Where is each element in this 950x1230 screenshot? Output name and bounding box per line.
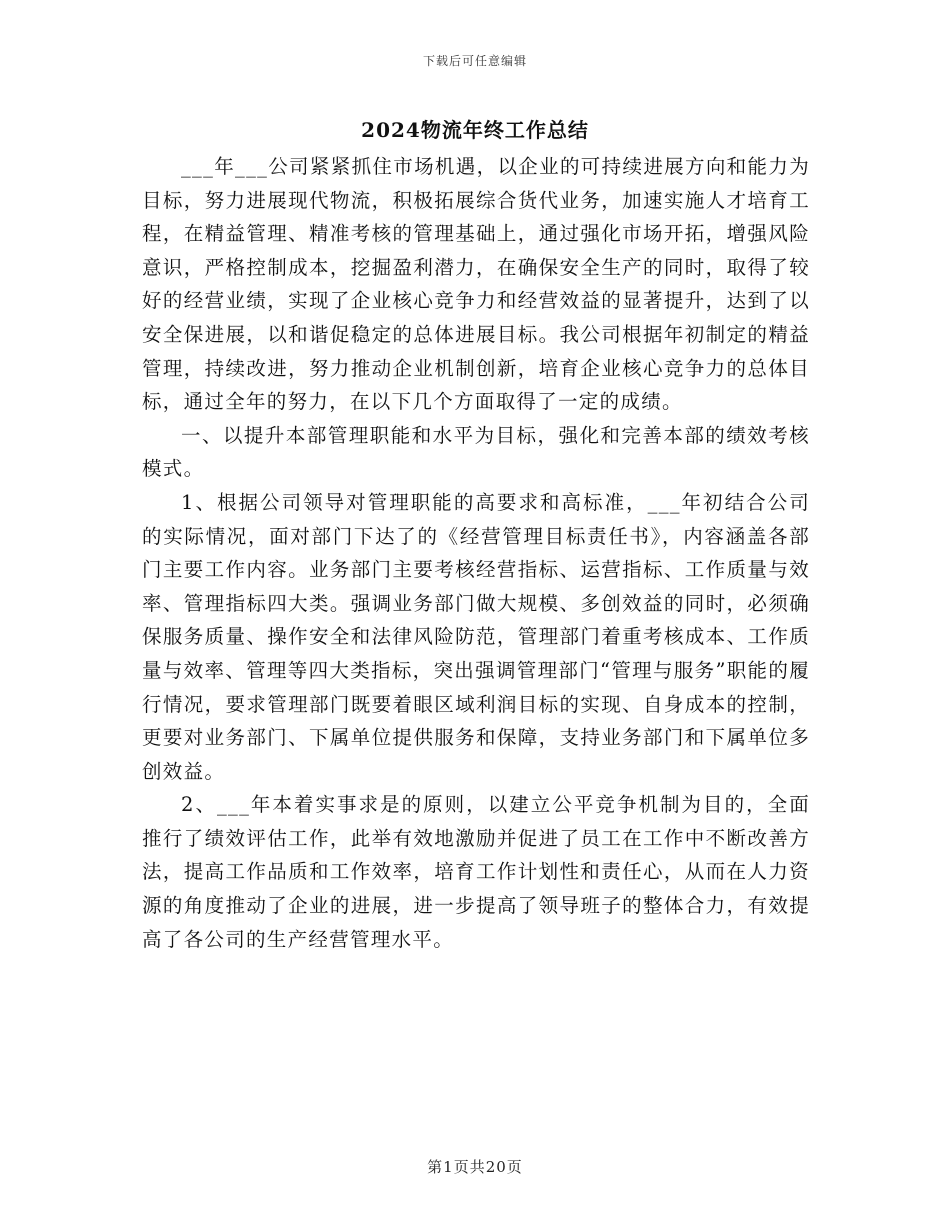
paragraph-intro: ___年___公司紧紧抓住市场机遇，以企业的可持续进展方向和能力为目标，努力进展现代物流，积极拓展综合货代业务，加速实施人才培育工程，在精益管理、精准考核的管理基础上，通过强化市场开拓，增强风险意识，严格控制成本，挖掘盈利潜力，在确保安全生产的同时，取得了较好的经营业绩，实现了企业核心竞争力和经营效益的显著提升，达到了以安全保进展，以和谐促稳定的总体进展目标。我公司根据年初制定的精益管理，持续改进，努力推动企业机制创新，培育企业核心竞争力的总体目标，通过全年的努力，在以下几个方面取得了一定的成绩。	[142, 155, 810, 414]
page-number: 第1页共20页	[427, 1158, 523, 1176]
paragraph-item-1: 1、根据公司领导对管理职能的高要求和高标准，___年初结合公司的实际情况，面对部门下达了的《经营管理目标责任书》，内容涵盖各部门主要工作内容。业务部门主要考核经营指标、运营指标、工作质量与效率、管理指标四大类。强调业务部门做大规模、多创效益的同时，必须确保服务质量、操作安全和法律风险防范，管理部门着重考核成本、工作质量与效率、管理等四大类指标，突出强调管理部门“管理与服务”职能的履行情况，要求管理部门既要着眼区域利润目标的实现、自身成本的控制，更要对业务部门、下属单位提供服务和保障，支持业务部门和下属单位多创效益。	[142, 490, 810, 783]
document-title: 2024物流年终工作总结	[361, 118, 589, 142]
paragraph-section-heading: 一、以提升本部管理职能和水平为目标，强化和完善本部的绩效考核模式。	[142, 423, 810, 481]
paragraph-item-2: 2、___年本着实事求是的原则，以建立公平竞争机制为目的，全面推行了绩效评估工作，此举有效地激励并促进了员工在工作中不断改善方法，提高工作品质和工作效率，培育工作计划性和责任心，从而在人力资源的角度推动了企业的进展，进一步提高了领导班子的整体合力，有效提高了各公司的生产经营管理水平。	[142, 793, 810, 951]
document-body	[142, 150, 810, 956]
header-note: 下载后可任意编辑	[422, 54, 527, 68]
